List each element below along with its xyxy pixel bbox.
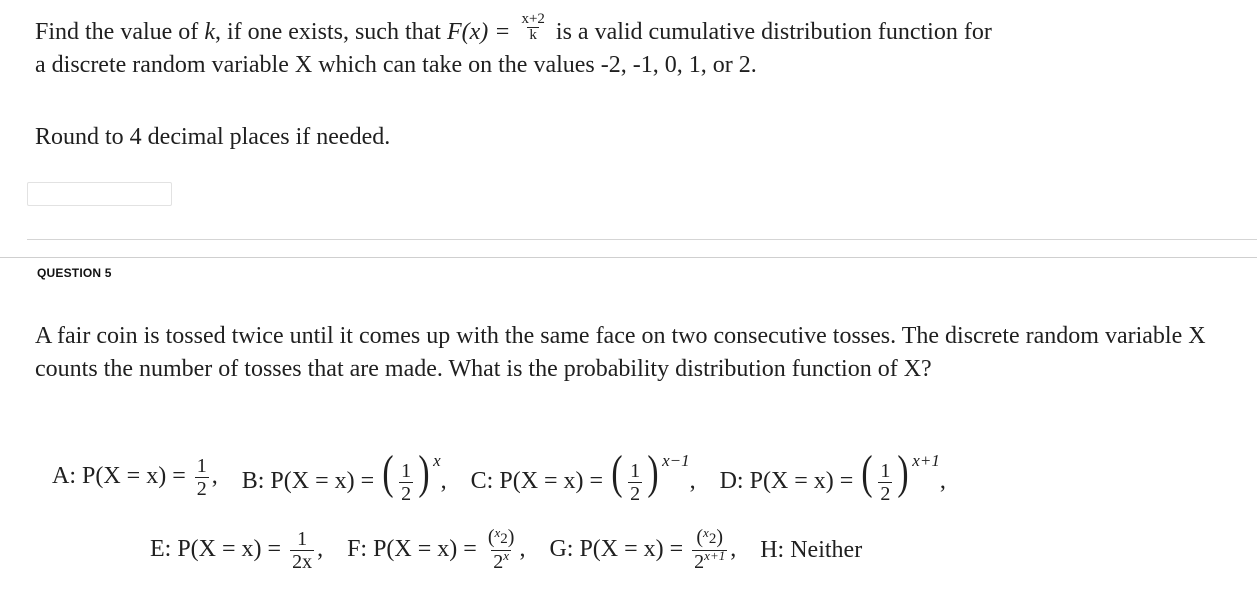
question5-label: QUESTION 5	[37, 266, 112, 280]
cdf-fraction: $\frac{x+2}{k}$	[521, 10, 545, 43]
question5-prompt: A fair coin is tossed twice until it comes up with the same face on two consecutive tosses. The discrete random variable X counts the number of tosses that are made. What is the probability distribution function of X?	[35, 323, 1206, 382]
option-a: A: P(X = x) = $\frac{1}{2}$ ,	[52, 454, 218, 500]
rounding-instruction: Round to 4 decimal places if needed.	[35, 124, 391, 150]
option-f: F: P(X = x) = $\frac{(x2)}{2^x}$ ,	[347, 524, 526, 573]
question4-prompt	[35, 10, 1230, 82]
answer-input[interactable]	[27, 182, 172, 206]
section-divider	[0, 257, 1257, 258]
question-divider	[27, 239, 1257, 240]
options-row-2	[150, 518, 862, 582]
question4-line1: Find the value of k, if one exists, such that F(x) = $\frac{x+2}{k}$ is a valid cumulative distribution function for	[35, 10, 992, 45]
option-b: B: P(X = x) = ( $\frac{1}{2}$ ) $^x$,	[241, 446, 447, 505]
option-h: H: Neither	[760, 536, 863, 563]
option-e: E: P(X = x) = $\frac{1}{2x}$ ,	[150, 527, 324, 573]
question4-line2: a discrete random variable X which can take on the values -2, -1, 0, 1, or 2.	[35, 52, 757, 78]
options-row-1	[52, 447, 946, 507]
option-c: C: P(X = x) = ( $\frac{1}{2}$ ) $^{x-1}$,	[470, 446, 696, 505]
option-g: G: P(X = x) = $\frac{(x2)}{2^{x+1}}$ ,	[549, 524, 737, 573]
option-d: D: P(X = x) = ( $\frac{1}{2}$ ) $^{x+1}$,	[719, 446, 946, 505]
